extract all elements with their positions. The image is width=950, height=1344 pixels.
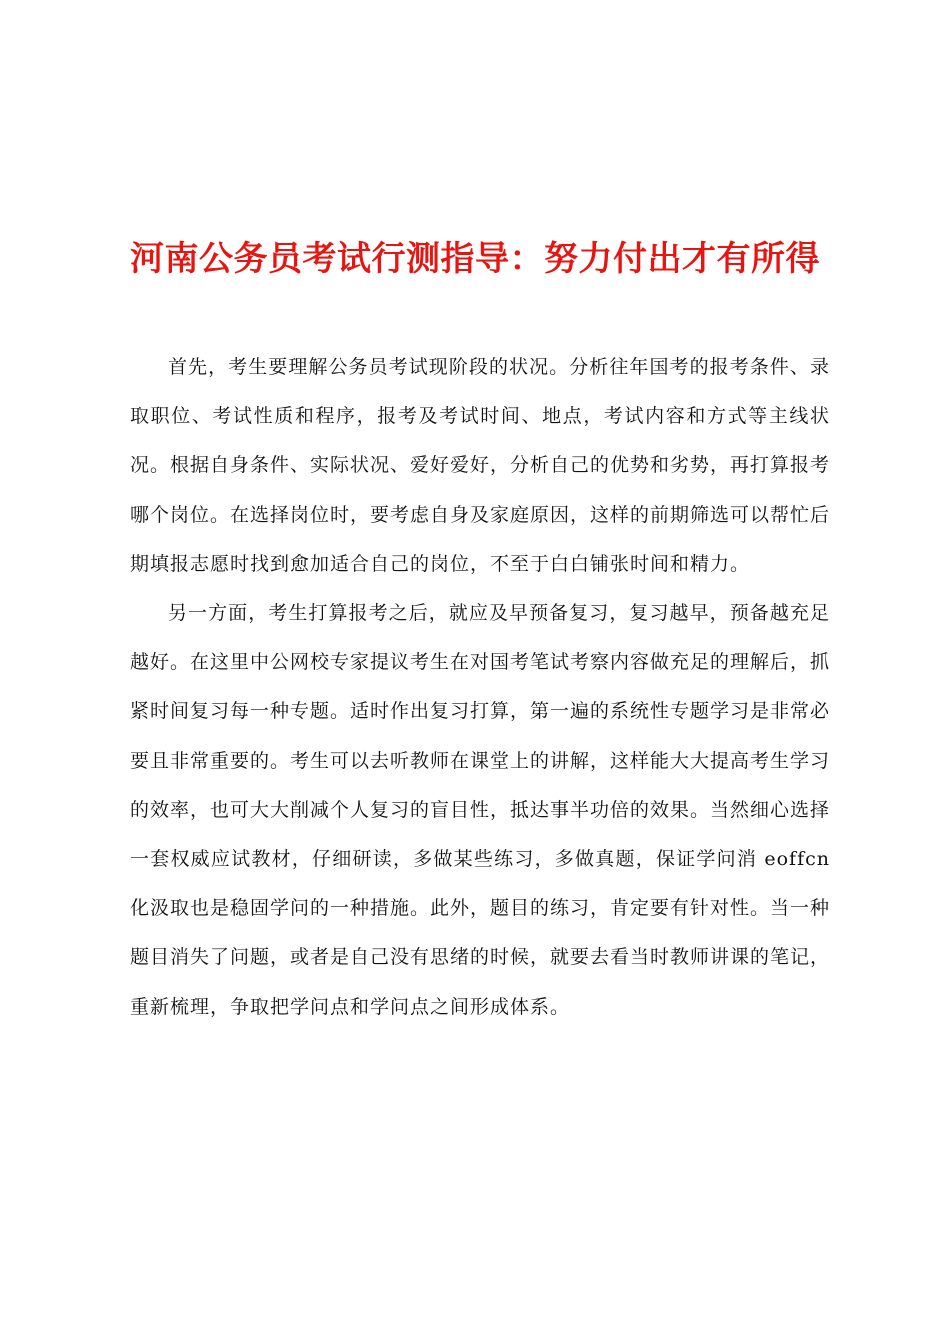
paragraph-2: 另一方面，考生打算报考之后，就应及早预备复习，复习越早，预备越充足越好。在这里中公网校专家提议考生在对国考笔试考察内容做充足的理解后，抓紧时间复习每一种专题。适时作出复习打算，第一遍的系统性专题学习是非常必要且非常重要的。考生可以去听教师在课堂上的讲解，这样能大大提高考生学习的效率，也可大大削减个人复习的盲目性，抵达事半功倍的效果。当然细心选择一套权威应试教材，仔细研读，多做某些练习，多做真题，保证学问消 eoffcn 化汲取也是稳固学问的一种措施。此外，题目的练习，肯定要有针对性。当一种题目消失了问题，或者是自己没有思绪的时候，就要去看当时教师讲课的笔记，重新梳理，争取把学问点和学问点之间形成体系。 bbox=[130, 602, 831, 1018]
paragraph-1: 首先，考生要理解公务员考试现阶段的状况。分析往年国考的报考条件、录取职位、考试性质和程序，报考及考试时间、地点，考试内容和方式等主线状况。根据自身条件、实际状况、爱好爱好，分析自己的优势和劣势，再打算报考哪个岗位。在选择岗位时，要考虑自身及家庭原因，这样的前期筛选可以帮忙后期填报志愿时找到愈加适合自己的岗位，不至于白白铺张时间和精力。 bbox=[130, 356, 831, 575]
document-title: 河南公务员考试行测指导：努力付出才有所得 bbox=[130, 238, 820, 279]
document-body bbox=[130, 343, 830, 1032]
